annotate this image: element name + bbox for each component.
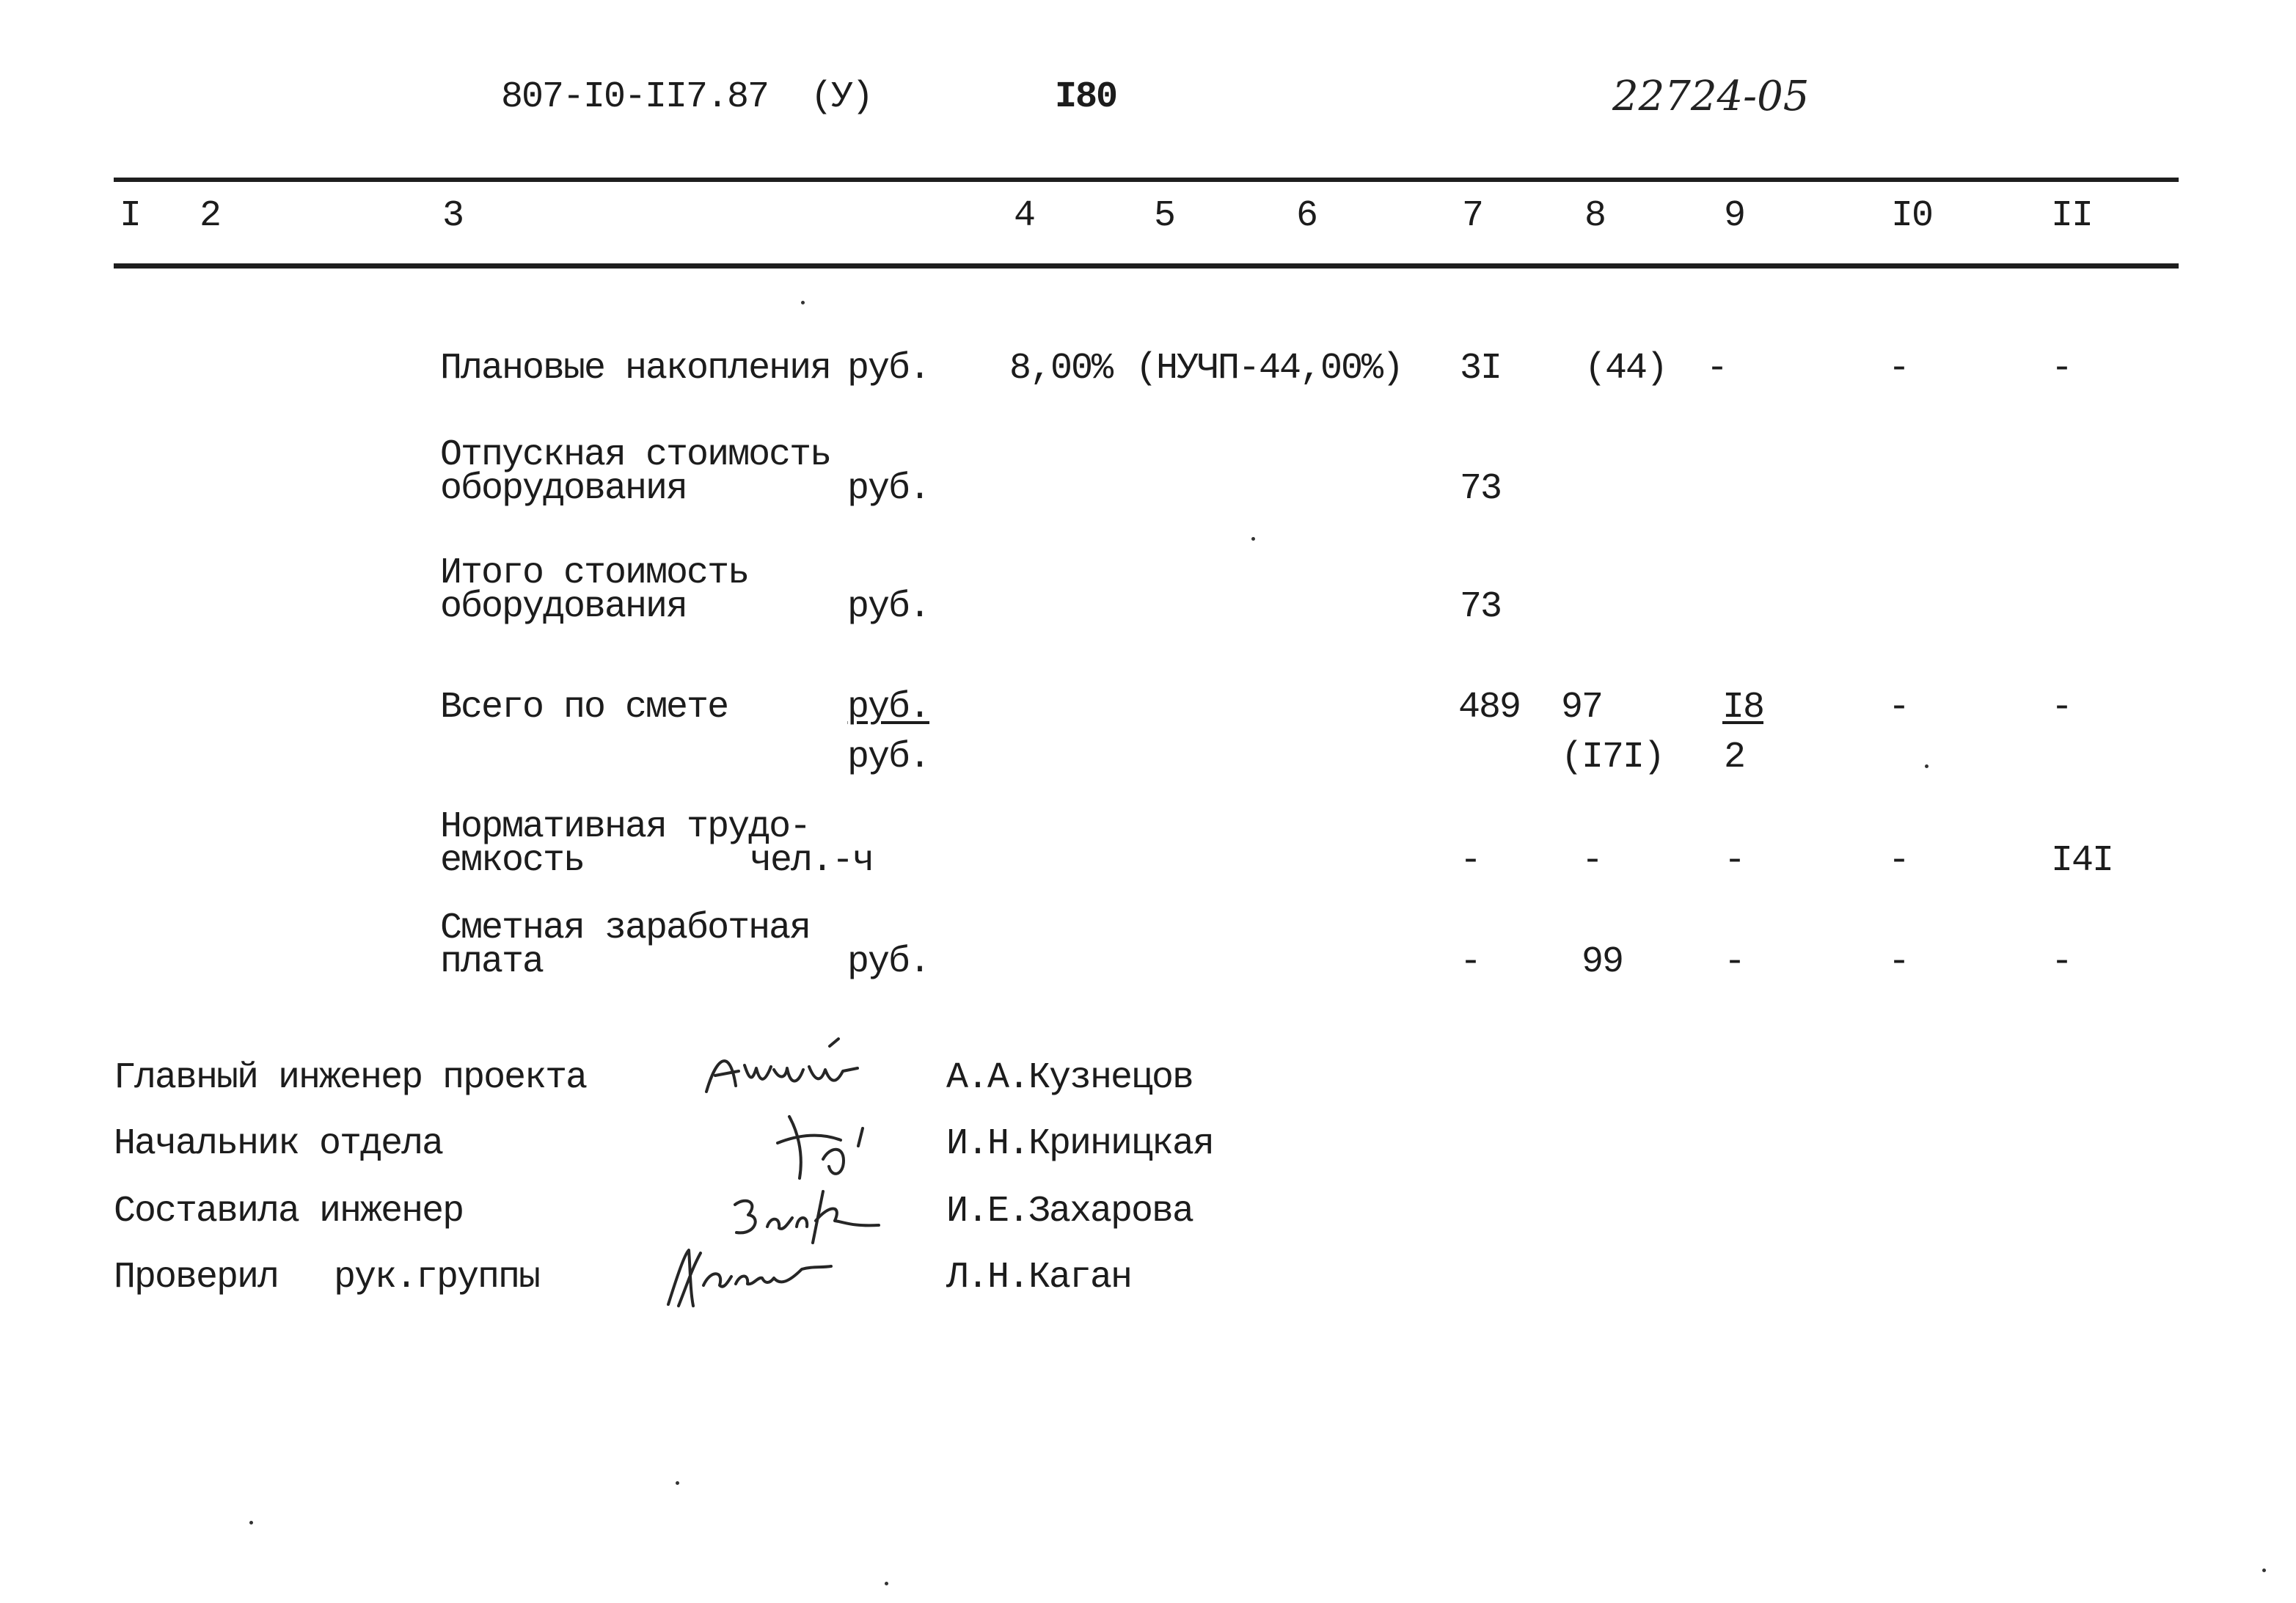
row-label: Итого стоимость [440,552,749,594]
cell-col11: - [2051,348,2072,390]
cell-col9: I8 [1722,687,1764,729]
cell-col7: - [1460,840,1481,882]
row-label: Сметная заработная [440,908,811,949]
row-unit-secondary: руб. [847,737,930,778]
cell-col10: - [1888,348,1909,390]
row-label: оборудования [440,586,687,628]
signer-name: Л.Н.Каган [946,1257,1132,1299]
signer-role: Начальник отдела [114,1123,443,1165]
document-mark: (У) [811,76,873,118]
signer-name: И.Н.Криницкая [946,1123,1214,1165]
column-header: 3 [442,195,464,237]
column-header: 2 [200,195,221,237]
cell-col10: - [1888,687,1909,729]
row-label: Плановые накопления [440,348,831,390]
column-header: II [2051,195,2093,237]
cell-col9: - [1724,840,1745,882]
row-label: плата [440,941,544,983]
scan-speck [1251,537,1255,541]
row-label: Нормативная трудо- [440,806,811,848]
row-rate: 8,00% [1009,348,1113,390]
column-header: 5 [1154,195,1175,237]
signer-role-group: рук.группы [334,1257,540,1299]
cell-col7: 73 [1460,586,1502,628]
scan-speck [1925,764,1928,768]
row-unit: руб. [847,586,930,628]
row-unit: чел.-ч [750,840,874,882]
row-label: оборудования [440,468,687,510]
cell-col8: - [1582,840,1603,882]
signature-kagan [655,1240,838,1313]
row-unit: руб. [847,348,930,390]
cell-col9-secondary: 2 [1724,737,1745,778]
cell-col10: - [1888,941,1909,983]
cell-col8-secondary: (I7I) [1561,737,1664,778]
row-label: емкость [440,840,585,882]
cell-col9: - [1724,941,1745,983]
column-header: I0 [1891,195,1933,237]
column-header: 7 [1462,195,1483,237]
table-top-rule [114,178,2179,182]
scan-speck [801,301,805,304]
page-number: I80 [1055,76,1117,118]
column-header: I [120,195,141,237]
column-header: 9 [1724,195,1745,237]
cell-col11: - [2051,941,2072,983]
signature-zakharova [726,1183,895,1249]
signer-name: А.А.Кузнецов [946,1057,1193,1099]
cell-col8: 97 [1561,687,1603,729]
scan-speck [885,1582,888,1585]
signature-krinitskaya [770,1108,902,1188]
cell-col10: - [1888,840,1909,882]
row-rate-note: (НУЧП-44,00%) [1136,348,1403,390]
column-header: 4 [1014,195,1035,237]
cell-col7: - [1460,941,1481,983]
signature-kuznetsov [701,1034,869,1100]
cell-col8: 99 [1582,941,1623,983]
signer-role: Проверил [114,1257,279,1299]
cell-col8: (44) [1584,348,1667,390]
row-unit: руб. [847,941,930,983]
inventory-number: 22724-05 [1612,73,1810,120]
scan-speck [2262,1569,2266,1572]
cell-col11: - [2051,687,2072,729]
row-label: Всего по смете [440,687,728,729]
column-header: 6 [1296,195,1317,237]
row-label: Отпускная стоимость [440,434,831,476]
cell-col7: 3I [1460,348,1502,390]
signer-name: И.Е.Захарова [946,1191,1193,1233]
cell-col7: 489 [1458,687,1521,729]
row-unit: руб. [847,687,930,729]
cell-col9: - [1706,348,1728,390]
signer-role: Составила инженер [114,1191,464,1233]
scan-speck [249,1521,253,1525]
row-unit: руб. [847,468,930,510]
signer-role: Главный инженер проекта [114,1057,587,1099]
table-header-rule [114,263,2179,269]
scan-speck [676,1481,679,1485]
document-code: 807-I0-II7.87 [501,76,769,118]
column-header: 8 [1584,195,1606,237]
cell-col7: 73 [1460,468,1502,510]
cell-col11: I4I [2051,840,2113,882]
